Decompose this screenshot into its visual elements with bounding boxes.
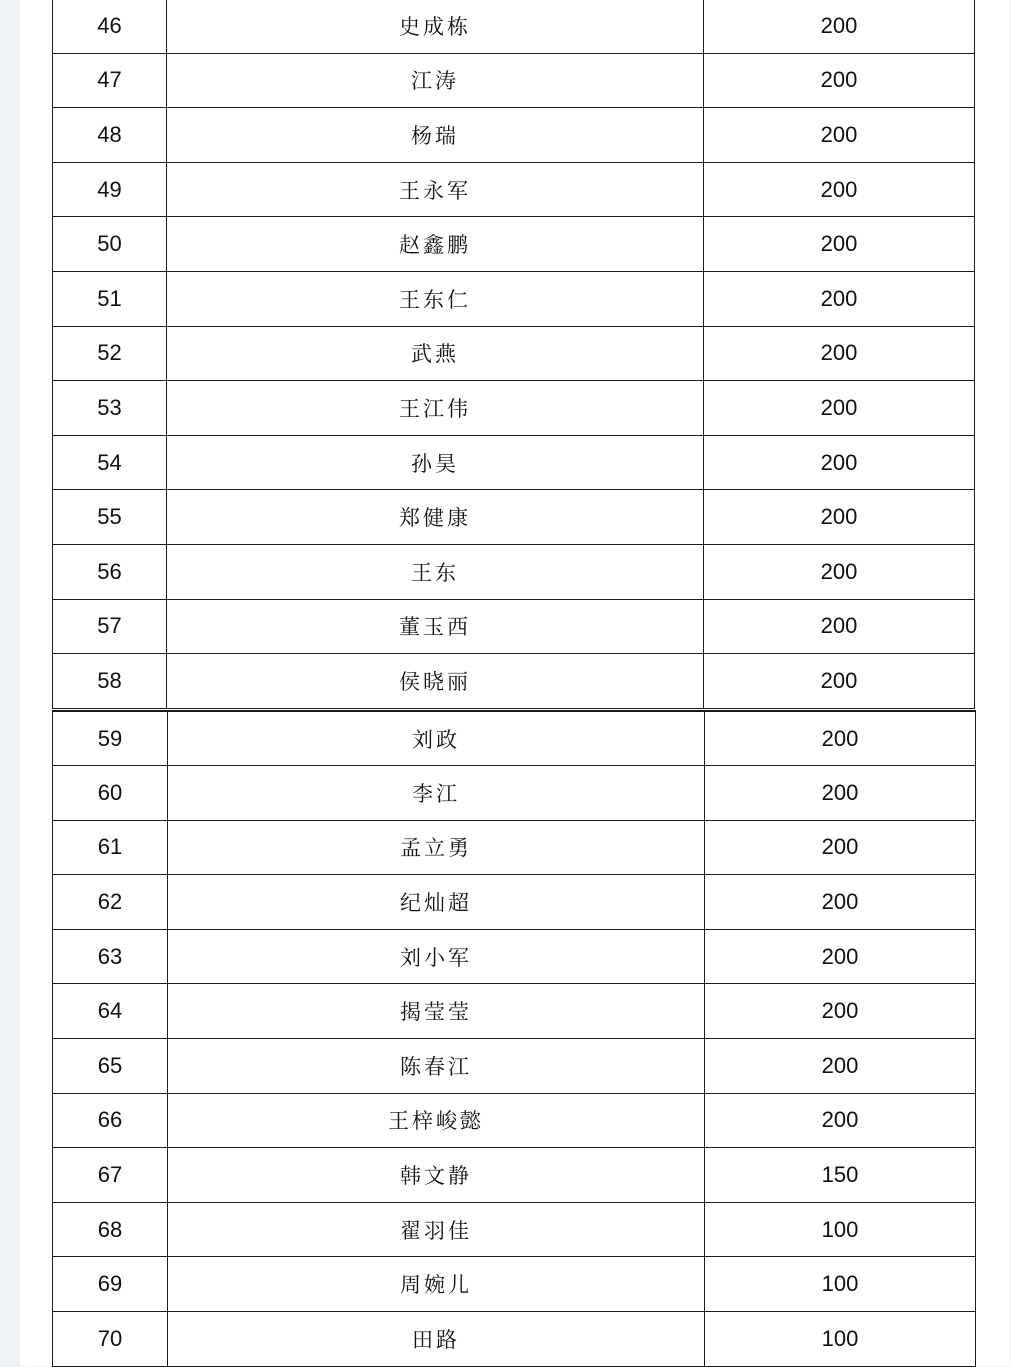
row-number: 50	[53, 217, 167, 272]
row-number: 63	[53, 929, 168, 984]
person-name: 武燕	[167, 326, 704, 381]
person-name: 王东	[167, 544, 704, 599]
roster-table-top	[52, 0, 975, 709]
row-number: 68	[53, 1202, 168, 1257]
person-name: 史成栋	[167, 0, 704, 53]
table-row	[53, 875, 976, 930]
row-number: 48	[53, 108, 167, 163]
person-name: 王东仁	[167, 271, 704, 326]
row-number: 57	[53, 599, 167, 654]
table-row	[53, 711, 976, 766]
table-row	[53, 1202, 976, 1257]
row-number: 52	[53, 326, 167, 381]
amount: 200	[704, 108, 975, 163]
person-name: 王江伟	[167, 381, 704, 436]
amount: 200	[704, 544, 975, 599]
person-name: 纪灿超	[168, 875, 705, 930]
row-number: 65	[53, 1039, 168, 1094]
row-number: 53	[53, 381, 167, 436]
amount: 200	[705, 929, 976, 984]
row-number: 47	[53, 53, 167, 108]
row-number: 69	[53, 1257, 168, 1312]
person-name: 王梓峻懿	[168, 1093, 705, 1148]
person-name: 孙昊	[167, 435, 704, 490]
amount: 200	[704, 326, 975, 381]
table-row	[53, 217, 975, 272]
amount: 200	[705, 875, 976, 930]
table-row	[53, 271, 975, 326]
amount: 200	[704, 599, 975, 654]
person-name: 侯晓丽	[167, 654, 704, 709]
amount: 200	[705, 984, 976, 1039]
table-row	[53, 766, 976, 821]
amount: 200	[705, 1093, 976, 1148]
table-row	[53, 162, 975, 217]
person-name: 郑健康	[167, 490, 704, 545]
amount: 200	[704, 217, 975, 272]
amount: 200	[704, 162, 975, 217]
table-row	[53, 1148, 976, 1203]
table-row	[53, 490, 975, 545]
amount: 100	[705, 1202, 976, 1257]
person-name: 刘政	[168, 711, 705, 766]
row-number: 61	[53, 820, 168, 875]
person-name: 陈春江	[168, 1039, 705, 1094]
row-number: 70	[53, 1312, 168, 1367]
amount: 100	[705, 1312, 976, 1367]
row-number: 59	[53, 711, 168, 766]
amount: 200	[704, 381, 975, 436]
table-row	[53, 929, 976, 984]
table-row	[53, 820, 976, 875]
row-number: 55	[53, 490, 167, 545]
person-name: 江涛	[167, 53, 704, 108]
row-number: 56	[53, 544, 167, 599]
row-number: 66	[53, 1093, 168, 1148]
table-row	[53, 326, 975, 381]
person-name: 孟立勇	[168, 820, 705, 875]
person-name: 刘小军	[168, 929, 705, 984]
table-row	[53, 654, 975, 709]
table-row	[53, 1039, 976, 1094]
amount: 200	[704, 271, 975, 326]
amount: 200	[704, 53, 975, 108]
row-number: 60	[53, 766, 168, 821]
table-row	[53, 381, 975, 436]
row-number: 58	[53, 654, 167, 709]
amount: 200	[705, 711, 976, 766]
table-row	[53, 435, 975, 490]
amount: 200	[704, 435, 975, 490]
person-name: 周婉儿	[168, 1257, 705, 1312]
person-name: 杨瑞	[167, 108, 704, 163]
table-row	[53, 108, 975, 163]
row-number: 62	[53, 875, 168, 930]
roster-table-bottom	[52, 710, 976, 1367]
table-row	[53, 1257, 976, 1312]
person-name: 董玉西	[167, 599, 704, 654]
person-name: 李江	[168, 766, 705, 821]
table-row	[53, 53, 975, 108]
table-row	[53, 1093, 976, 1148]
table-row	[53, 599, 975, 654]
amount: 100	[705, 1257, 976, 1312]
amount: 200	[704, 0, 975, 53]
amount: 200	[705, 766, 976, 821]
row-number: 51	[53, 271, 167, 326]
amount: 200	[705, 820, 976, 875]
row-number: 49	[53, 162, 167, 217]
table-row	[53, 0, 975, 53]
amount: 200	[705, 1039, 976, 1094]
person-name: 韩文静	[168, 1148, 705, 1203]
table-row	[53, 544, 975, 599]
table-row	[53, 1312, 976, 1367]
table-row	[53, 984, 976, 1039]
person-name: 揭莹莹	[168, 984, 705, 1039]
row-number: 54	[53, 435, 167, 490]
person-name: 田路	[168, 1312, 705, 1367]
amount: 150	[705, 1148, 976, 1203]
person-name: 赵鑫鹏	[167, 217, 704, 272]
person-name: 王永军	[167, 162, 704, 217]
amount: 200	[704, 654, 975, 709]
row-number: 64	[53, 984, 168, 1039]
amount: 200	[704, 490, 975, 545]
row-number: 46	[53, 0, 167, 53]
person-name: 翟羽佳	[168, 1202, 705, 1257]
row-number: 67	[53, 1148, 168, 1203]
